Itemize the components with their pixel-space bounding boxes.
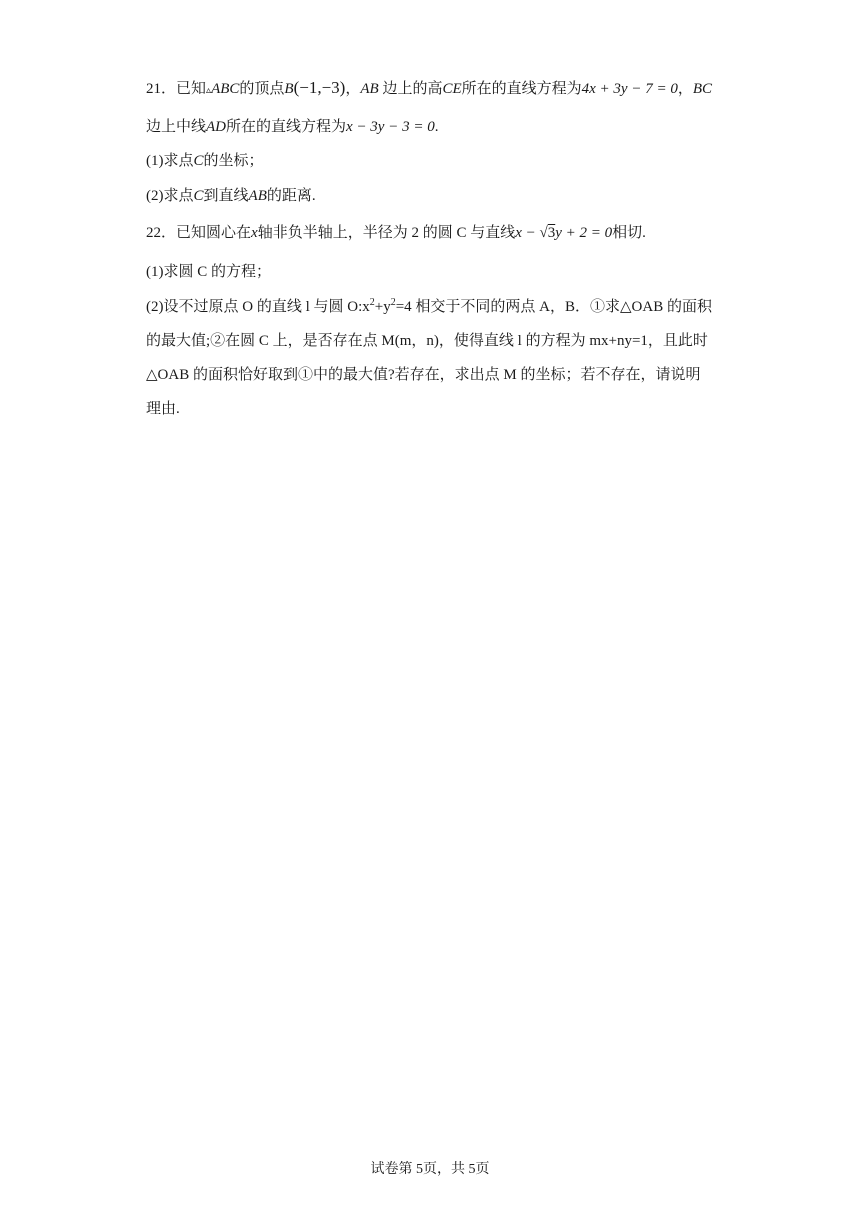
text: 相切. <box>612 225 646 241</box>
text: (1)求点 <box>146 153 194 169</box>
text: 已知圆心在 <box>176 225 252 241</box>
text: 所在的直线方程为 <box>226 119 347 135</box>
text: 边上的高 <box>378 81 443 97</box>
math-radicand: 3 <box>547 225 556 241</box>
text: +y <box>374 299 391 315</box>
text: 的距离. <box>266 188 316 204</box>
page-footer: 试卷第 5页，共 5页 <box>370 1162 490 1177</box>
q21-part-1 <box>146 151 264 171</box>
text: (2)求点 <box>146 188 194 204</box>
math-c: C <box>193 153 204 169</box>
text: 已知 <box>176 81 207 97</box>
q21-part-2 <box>146 186 316 206</box>
q22-part-2-line-2 <box>146 331 708 351</box>
math-b-coord: (−1,−3) <box>293 78 346 97</box>
q21-line-2 <box>146 117 438 137</box>
q22-part-2-line-4 <box>146 399 180 419</box>
q21-number: 21． <box>146 81 177 97</box>
math-eq-part: y + 2 = 0 <box>555 225 613 241</box>
text: 理由. <box>146 401 180 417</box>
q22-line-1 <box>146 223 646 243</box>
q22-part-2-line-1 <box>146 297 712 317</box>
math-x: x <box>251 225 258 241</box>
text: 轴非负半轴上，半径为 2 的圆 C 与直线 <box>257 225 516 241</box>
text: . <box>434 119 439 135</box>
text: 到直线 <box>203 188 249 204</box>
math-eq-part: x − <box>515 225 540 241</box>
q22-number: 22． <box>146 225 177 241</box>
math-ad: AD <box>206 119 227 135</box>
superscript: 2 <box>369 297 375 308</box>
q22-part-2-line-3 <box>146 365 700 385</box>
text: 所在的直线方程为 <box>461 81 582 97</box>
triangle-symbol: ▵ <box>206 85 212 96</box>
sqrt-symbol: √ <box>539 225 548 241</box>
text: ， <box>677 81 693 97</box>
math-eq-ce: 4x + 3y − 7 = 0 <box>581 81 678 97</box>
q21-line-1 <box>146 78 712 101</box>
math-ab: AB <box>360 81 379 97</box>
math-ce: CE <box>442 81 462 97</box>
text: 的顶点 <box>239 81 285 97</box>
math-ab: AB <box>248 188 267 204</box>
math-abc: ABC <box>211 81 240 97</box>
text: 的最大值;②在圆 C 上，是否存在点 M(m，n)，使得直线 l 的方程为 mx+ny=1，且此时 <box>146 333 708 349</box>
superscript: 2 <box>390 297 396 308</box>
math-c: C <box>193 188 204 204</box>
math-bc: BC <box>692 81 713 97</box>
text: (2)设不过原点 O 的直线 l 与圆 O:x <box>146 299 370 315</box>
math-eq-ad: x − 3y − 3 = 0 <box>346 119 435 135</box>
text: △OAB 的面积恰好取到①中的最大值?若存在，求出点 M 的坐标；若不存在，请说明 <box>146 367 701 383</box>
text: ， <box>345 81 361 97</box>
text: 边上中线 <box>146 119 207 135</box>
text: 的坐标； <box>203 153 264 169</box>
text: =4 相交于不同的两点 A，B．①求△OAB 的面积 <box>395 299 712 315</box>
math-b: B <box>284 81 294 97</box>
q22-part-1 <box>146 262 271 282</box>
text: (1)求圆 C 的方程； <box>146 264 271 280</box>
